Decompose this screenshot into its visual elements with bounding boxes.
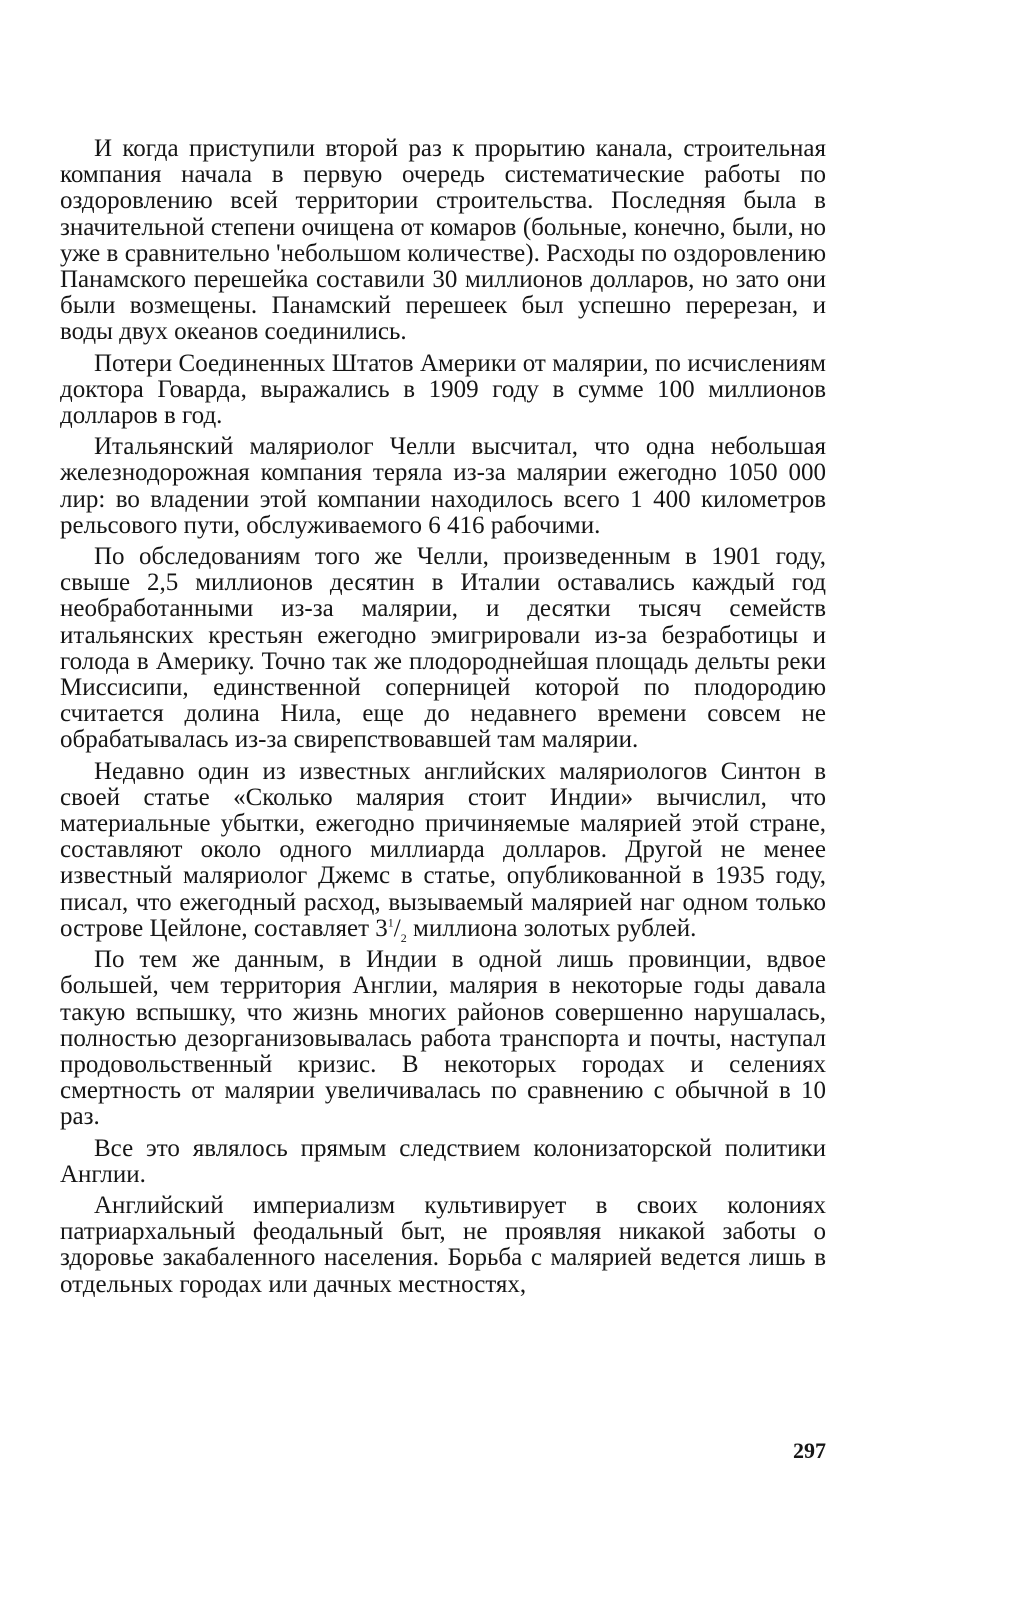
fraction-whole: 3 <box>375 914 388 942</box>
paragraph-india-province: По тем же данным, в Индии в одной лишь провинции, вдвое большей, чем территория Англии, малярия в некоторые годы давала такую вспышку, что жизнь многих районов совершенно нарушалась, полностью дезорганизовывалась работа транспорта и почты, наступал продовольственный кризис. В некоторых городах и селениях смертность от малярии увеличивалась по сравнению с обычной в 10 раз. <box>60 946 826 1131</box>
paragraph-india-cost <box>60 757 826 945</box>
fraction-three-and-half <box>375 914 407 945</box>
fraction-numerator: 1 <box>387 915 394 930</box>
fraction-denominator: 2 <box>400 930 407 945</box>
paragraph-india-cost-tail: миллиона золотых рублей. <box>406 914 697 942</box>
paragraph-usa-losses: Потери Соединенных Штатов Америки от малярии, по исчислениям доктора Говарда, выражались в 1909 году в сумме 100 миллионов долларов в год. <box>60 349 826 430</box>
paragraph-railway-company: Итальянский маляриолог Челли высчитал, что одна небольшая железнодорожная компания теряла из-за малярии ежегодно 1050 000 лир: во владении этой компании находилось всего 1 400 километров рельсового пути, обслуживаемого 6 416 рабочими. <box>60 433 826 539</box>
page-body <box>60 136 826 1303</box>
fraction-slash: / <box>393 914 401 942</box>
paragraph-imperialism: Английский империализм культивирует в своих колониях патриархальный феодальный быт, не проявляя никакой заботы о здоровье закабаленного населения. Борьба с малярией ведется лишь в отдельных городах или дачных местностях, <box>60 1191 826 1298</box>
page-number: 297 <box>793 1438 826 1463</box>
paragraph-panama-canal: И когда приступили второй раз к прорытию канала, строительная компания начала в первую очередь систематические работы по оздоровлению всей территории строительства. Последняя была в значительной степени очищена от комаров (больные, конечно, были, но уже в сравнительно 'небольшом количестве). Расходы по оздоровлению Панамского перешейка составили 30 миллионов долларов, но зато они были возмещены. Панамский перешеек был успешно перерезан, и воды двух океанов соединились. <box>60 135 826 346</box>
paragraph-colonial-policy: Все это являлось прямым следствием колонизаторской политики Англии. <box>60 1134 826 1188</box>
paragraph-italy-survey: По обследованиям того же Челли, произведенным в 1901 году, свыше 2,5 миллионов десятин в Италии оставались каждый год необработанными из-за малярии, и десятки тысяч семейств итальянских крестьян ежегодно эмигрировали из-за безработицы и голода в Америку. Точно так же плодороднейшая площадь дельты реки Миссисипи, единственной соперницей которой по плодородию считается долина Нила, еще до недавнего времени совсем не обрабатывалась из-за свирепствовавшей там малярии. <box>60 543 826 754</box>
paragraph-india-cost-text: Недавно один из известных английских маляриологов Синтон в своей статье «Сколько малярия стоит Индии» вычислил, что материальные убытки, ежегодно причиняемые малярией этой стране, составляют около одного миллиарда долларов. Другой не менее известный маляриолог Джемс в статье, опубликованной в 1935 году, писал, что ежегодный расход, вызываемый малярией наг одном только острове Цейлоне, составляет <box>60 757 826 942</box>
